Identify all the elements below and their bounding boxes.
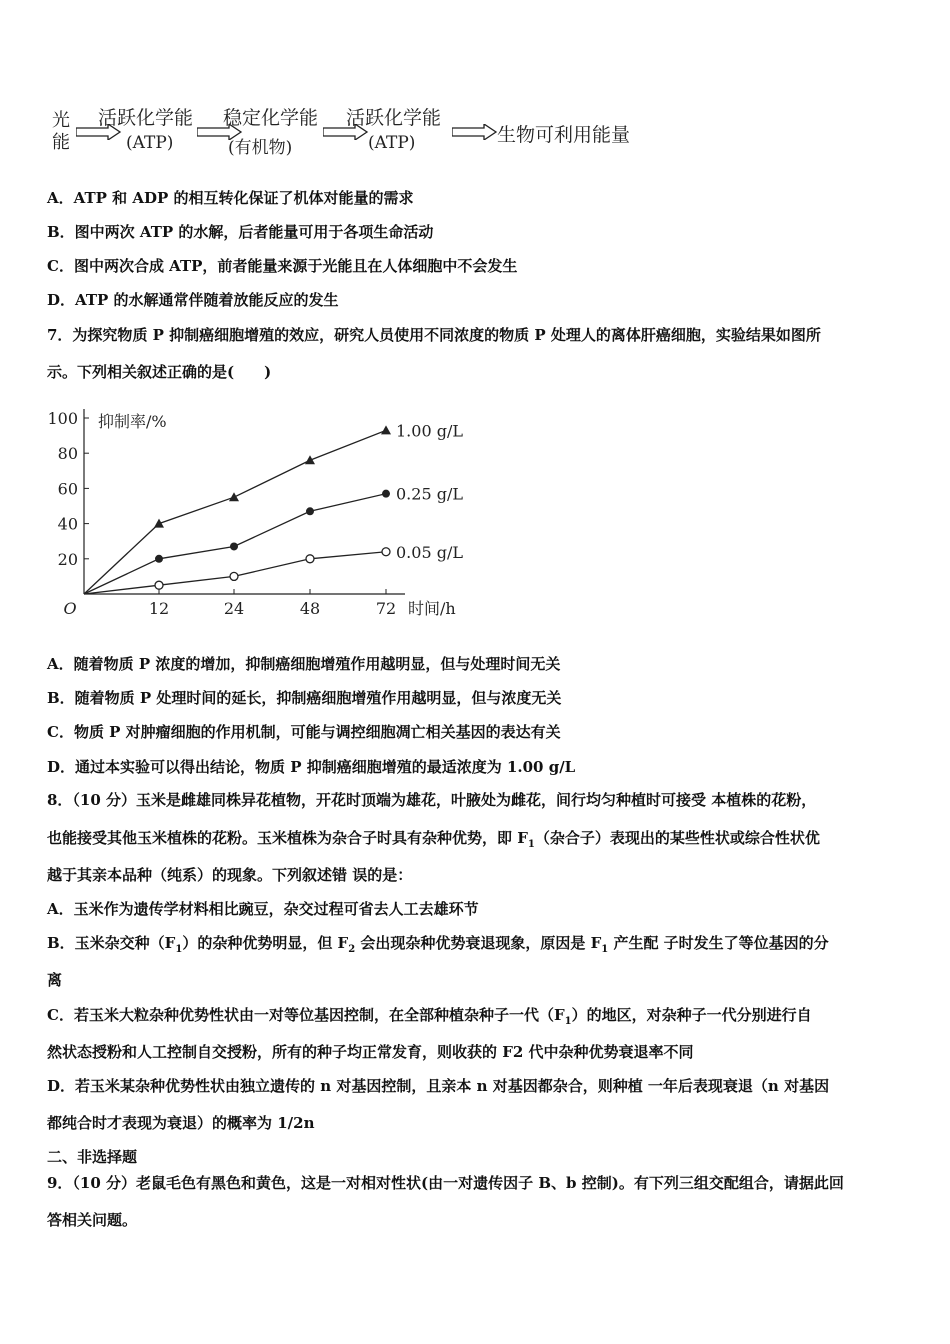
q7-option-d: D．通过本实验可以得出结论，物质 P 抑制癌细胞增殖的最适浓度为 1.00 g/L [47,758,576,776]
q8-b1d: 产生配 子时发生了等位基因的分 [608,934,829,952]
series-label: 0.25 g/L [396,484,463,504]
data-point-filled [230,542,238,550]
q8-option-b-line1 [47,932,829,955]
data-point-open [382,548,390,556]
subscript: 1 [601,944,609,955]
subscript: 1 [527,839,535,850]
q8-option-b-line2: 离 [47,971,63,989]
q8-c1b: ）的地区，对杂种子一代分别进行自 [571,1006,812,1024]
q8-stem-line3: 越于其亲本品种（纯系）的现象。下列叙述错 误的是： [47,866,413,884]
data-point-open [155,581,163,589]
subscript: 1 [175,944,183,955]
series-label: 0.05 g/L [396,542,463,562]
x-tick-label: 72 [375,599,397,618]
q8-c1a: C．若玉米大粒杂种优势性状由一对等位基因控制，在全部种植杂种子一代（F [47,1006,565,1024]
x-tick-label: 24 [223,599,245,618]
x-tick-label: 48 [299,599,321,618]
q8-b1a: B．玉米杂交种（F [47,934,176,952]
q8-stem2b: （杂合子）表现出的某些性状或综合性状优 [534,829,820,847]
y-axis-label: 抑制率/% [98,412,167,431]
q8-stem2a: 也能接受其他玉米植株的花粉。玉米植株为杂合子时具有杂种优势，即 F [47,829,528,847]
origin-label: O [63,599,77,618]
subscript: 2 [348,944,356,955]
data-point-open [230,572,238,580]
data-point-triangle [229,492,239,501]
data-point-filled [155,555,163,563]
q7-stem-line2: 示。下列相关叙述正确的是( ) [47,363,272,381]
q8-option-a: A．玉米作为遗传学材料相比豌豆，杂交过程可省去人工去雄环节 [47,900,479,918]
q8-option-c-line1 [47,1004,812,1027]
q8-option-d-line1: D．若玉米某杂种优势性状由独立遗传的 n 对基因控制，且亲本 n 对基因都杂合，则种植 一年后表现衰退（n 对基因 [47,1077,830,1095]
q8-stem-line2 [47,827,820,850]
y-tick-label: 100 [47,409,78,428]
flow-step1-sub: (ATP) [126,133,174,153]
q8-stem-line1: 8．（10 分）玉米是雌雄同株异花植物，开花时顶端为雄花，叶腋处为雌花，间行均匀种植时可接受 本植株的花粉， [47,791,817,809]
q8-b1c: 会出现杂种优势衰退现象，原因是 F [355,934,602,952]
q6-option-a: A．ATP 和 ADP 的相互转化保证了机体对能量的需求 [47,189,414,207]
q6-option-c: C．图中两次合成 ATP，前者能量来源于光能且在人体细胞中不会发生 [47,257,518,275]
q7-option-c: C．物质 P 对肿瘤细胞的作用机制，可能与调控细胞凋亡相关基因的表达有关 [47,723,561,741]
flow-light-1: 光 [52,110,70,131]
q6-option-d: D．ATP 的水解通常伴随着放能反应的发生 [47,291,339,309]
x-axis-label: 时间/h [408,599,456,618]
q8-b1b: ）的杂种优势明显，但 F [182,934,349,952]
section-heading: 二、非选择题 [47,1148,138,1166]
inhibition-rate-chart [40,395,480,620]
flow-light-2: 能 [52,132,70,153]
q8-option-c-line2: 然状态授粉和人工控制自交授粉，所有的种子均正常发育，则收获的 F2 代中杂种优势衰退率不同 [47,1043,694,1061]
y-tick-label: 20 [57,549,78,569]
data-point-triangle [381,425,391,434]
flow-step4: 生物可利用能量 [497,124,631,146]
q6-option-b: B．图中两次 ATP 的水解，后者能量可用于各项生命活动 [47,223,434,241]
series-line [84,430,386,594]
q9-stem-line1: 9．（10 分）老鼠毛色有黑色和黄色，这是一对相对性状(由一对遗传因子 B、b 控制)。有下列三组交配组合，请据此回 [47,1174,844,1192]
data-point-triangle [305,455,315,464]
flow-step3: 活跃化学能 [346,107,442,129]
y-tick-label: 60 [57,479,78,499]
data-point-filled [306,507,314,515]
y-tick-label: 80 [57,444,78,464]
data-point-open [306,555,314,563]
flow-step1: 活跃化学能 [98,107,194,129]
subscript: 1 [564,1016,572,1027]
x-tick-label: 12 [148,599,170,618]
flow-step3-sub: (ATP) [368,133,416,153]
flow-step2: 稳定化学能 [223,107,319,129]
y-tick-label: 40 [57,514,78,534]
energy-flow-diagram [50,100,670,160]
q8-option-d-line2: 都纯合时才表现为衰退）的概率为 1/2n [47,1114,315,1132]
data-point-filled [382,490,390,498]
q7-option-b: B．随着物质 P 处理时间的延长，抑制癌细胞增殖作用越明显，但与浓度无关 [47,689,562,707]
series-label: 1.00 g/L [396,421,463,441]
flow-step2-sub: (有机物) [228,138,293,158]
arrow-icon [452,124,498,140]
q9-stem-line2: 答相关问题。 [47,1211,138,1229]
q7-option-a: A．随着物质 P 浓度的增加，抑制癌细胞增殖作用越明显，但与处理时间无关 [47,655,561,673]
q7-stem-line1: 7．为探究物质 P 抑制癌细胞增殖的效应，研究人员使用不同浓度的物质 P 处理人的离体肝癌细胞，实验结果如图所 [47,326,821,344]
data-point-triangle [154,519,164,528]
